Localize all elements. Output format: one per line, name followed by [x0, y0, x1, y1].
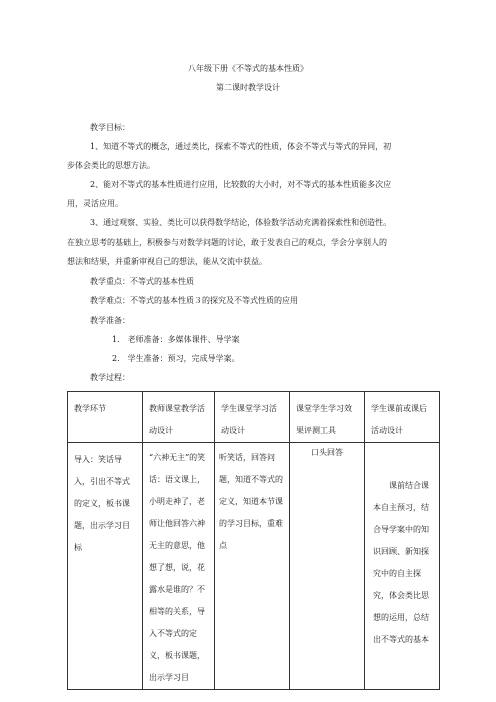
table-cell: 导入：笑话导入，引出不等式的定义，板书课题，出示学习目标 [68, 443, 143, 690]
goal-3-line-1: 3、通过观察、实验、类比可以获得数学结论，体验数学活动充满着探索性和创造性。 [90, 218, 392, 227]
table-header-cell: 教师课堂教学活动设计 [143, 392, 215, 443]
process-heading: 教学过程： [90, 373, 130, 382]
table-cell: “六神无主”的笑话：语文课上，小明走神了，老师让他回答六神无主的意思，他想了想，说，花露水是谁的？不相等的关系，导入不等式的定义，板书课题，出示学习目 [143, 443, 215, 690]
document-title: 八年级下册《不等式的基本性质》 [188, 64, 308, 73]
prep-item-1: 1. 老师准备：多媒体课件、导学案 [112, 335, 240, 344]
process-table [67, 391, 440, 690]
table-header-cell: 课堂学生学习效果评测工具 [290, 392, 365, 443]
table-cell: 听笑话，回答问题，知道不等式的定义，知道本节课的学习目标，重难点 [215, 443, 290, 690]
table-header-row [68, 392, 440, 443]
goal-3-line-2: 在独立思考的基础上，积极参与对数学问题的讨论，敢于发表自己的观点，学会分享别人的 [67, 238, 387, 247]
table-row [68, 443, 440, 690]
difficult-point: 教学难点：不等式的基本性质３的探究及不等式性质的应用 [90, 296, 298, 305]
goals-heading: 教学目标： [90, 123, 130, 132]
goal-2-line-1: 2、能对不等式的基本性质进行应用，比较数的大小时，对不等式的基本性质能多次应 [90, 180, 392, 189]
goal-1-line-2: 步体会类比的思想方法。 [67, 161, 155, 170]
table-header-cell: 教学环节 [68, 392, 143, 443]
table-header-cell: 学生课前或课后活动设计 [365, 392, 440, 443]
prep-item-2: 2. 学生准备：预习，完成导学案。 [112, 354, 240, 363]
key-point: 教学重点：不等式的基本性质 [90, 277, 194, 286]
goal-1-line-1: 1、知道不等式的概念，通过类比，探索不等式的性质，体会不等式与等式的异同，初 [90, 142, 392, 151]
table-cell: 课前结合课本自主预习，结合导学案中的知识回顾、新知探究中的自主探究，体会类比思想的运用，总结出不等式的基本 [365, 443, 440, 690]
table-cell: 口头回答 [290, 443, 365, 690]
document-subtitle: 第二课时教学设计 [216, 83, 280, 92]
table-header-cell: 学生课堂学习活动设计 [215, 392, 290, 443]
goal-2-line-2: 用，灵活应用。 [67, 199, 123, 208]
goal-3-line-3: 想法和结果，并重新审视自己的想法，能从交流中获益。 [67, 257, 267, 266]
prep-heading: 教学准备： [90, 316, 130, 325]
